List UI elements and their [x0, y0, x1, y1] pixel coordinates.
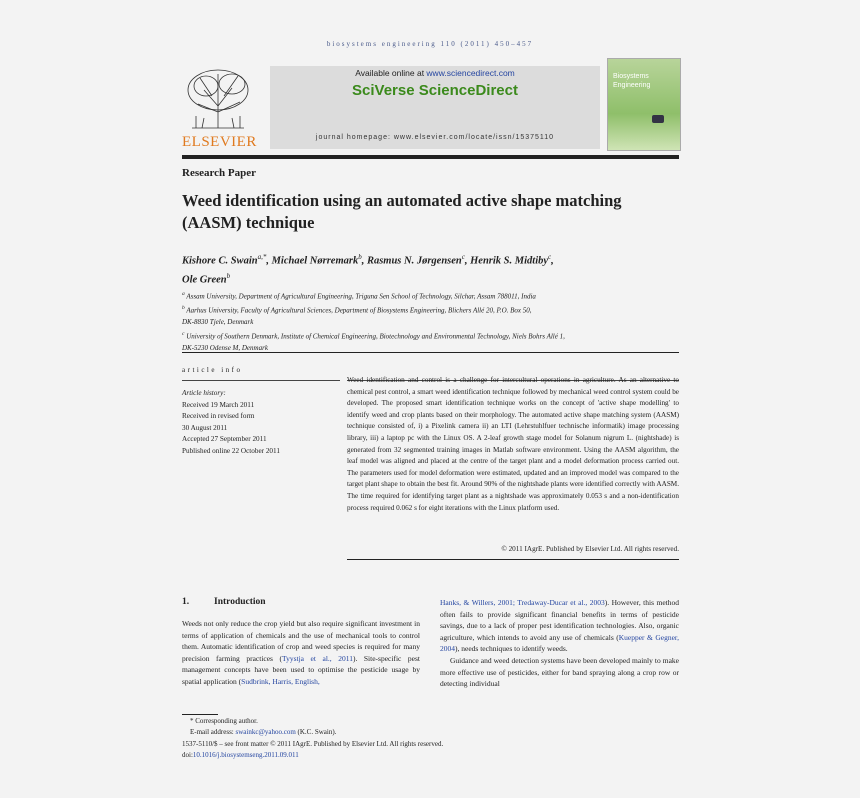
elsevier-wordmark: ELSEVIER — [182, 134, 257, 150]
history-entry: Accepted 27 September 2011 — [182, 435, 267, 444]
body-column-left — [182, 618, 420, 688]
affiliation — [182, 303, 682, 317]
affiliation-text: DK-5230 Odense M, Denmark — [182, 344, 268, 353]
citation-link[interactable]: Sudbrink, Harris, English, — [241, 676, 320, 686]
author: Michael Nørremark — [271, 255, 359, 267]
body-column-right — [440, 597, 679, 690]
affiliation — [182, 343, 682, 355]
affil-mark: a — [182, 291, 185, 297]
author: Rasmus N. Jørgensen — [366, 255, 462, 267]
sciverse-brand: SciVerse ScienceDirect — [352, 82, 518, 99]
abstract-copyright: © 2011 IAgrE. Published by Elsevier Ltd. All rights reserved. — [501, 545, 679, 553]
article-kind: Research Paper — [182, 167, 257, 179]
abstract-text: Weed identification and control is a challenge for intercultural operations in agriculture. As an alternative to chemical pest control, a smart weed identification technique followed by mechanical weed control system could be developed. The proposed smart identification technique works on the concept of 'active shape modelling' to identify weed and crop plants based on their morphology. The automated active shape matching system (AASM) technique consisted of, i) a Pixelink camera ii) an LTI (Lehrstuhlfuer technische informatik) image processing library, iii) a laptop pc with the Linux OS. A 2-leaf growth stage model for Solanum nigrum L. (nightshade) is generated from 32 segmented training images in Matlab software environment. Using the AASM algorithm, the leaf model was aligned and placed at the centre of the target plant and a model deformation process carried out. The parameters used for model deformation were estimated, updated and an improved model was compared to the target plant shape to obtain the best fit. Around 90% of the nightshade plants were identified correctly with AASM. The time required for identifying target plant as a nightshade was approximately 0.053 s and a non-identification process required 0.062 s for eight iterations with the Linux platform used. — [347, 376, 679, 512]
author-affil-mark: c — [461, 253, 465, 261]
paragraph — [182, 618, 420, 688]
affiliation-text: Assam University, Department of Agricultural Engineering, Triguna Sen School of Technology, Silchar, Assam 788011, India — [186, 292, 536, 301]
email-suffix: (K.C. Swain). — [295, 728, 337, 737]
author-affil-mark: b — [226, 271, 231, 280]
body-text: ). Site-specific pest management concepts have been used to optimise the pesticide usage by spatial application ( — [182, 653, 420, 686]
info-top-rule — [182, 352, 679, 353]
author: Ole Green — [182, 274, 227, 285]
history-label: Article history: — [182, 389, 226, 397]
available-online — [270, 68, 600, 78]
citation-link[interactable]: Hanks, & Willers, 2001; Tredaway-Ducar et al., 2003 — [440, 598, 605, 607]
available-prefix: Available online at — [355, 68, 427, 78]
body-text: ), needs techniques to identify weeds. — [455, 644, 568, 654]
history-entry: Published online 22 October 2011 — [182, 446, 280, 455]
corresponding-author-note: * Corresponding author. — [190, 717, 258, 725]
doi-prefix: doi: — [182, 751, 193, 760]
affil-mark: b — [182, 305, 185, 312]
cover-publisher-icon — [652, 115, 664, 123]
author-affil-mark: c — [548, 253, 552, 261]
affiliation — [182, 289, 682, 303]
article-history — [182, 388, 342, 458]
email-label: E-mail address: — [190, 728, 236, 737]
affiliation-text: University of Southern Denmark, Institute of Chemical Engineering, Biotechnology and Environmental Technology, Niels Bohrs Allé 1, — [186, 332, 565, 341]
section-title: Introduction — [214, 597, 266, 607]
running-head: biosystems engineering 110 (2011) 450–457 — [326, 40, 534, 48]
sciencedirect-link[interactable]: www.sciencedirect.com — [426, 68, 515, 78]
article-title: Weed identification using an automated active shape matching (AASM) technique — [182, 191, 622, 232]
author-sep: , — [464, 255, 471, 267]
affiliation-text: Aarhus University, Faculty of Agricultural Sciences, Department of Biosystems Engineering, Blichers Allé 20, P.O. Box 50, — [186, 306, 532, 315]
author-affil-mark: b — [358, 253, 362, 261]
affiliation — [182, 329, 682, 343]
citation-link[interactable]: Tyystja et al., 2011 — [282, 653, 353, 663]
author: Henrik S. Midtiby — [470, 255, 549, 267]
header-rule — [182, 155, 679, 159]
citation-link[interactable]: Kuepper & Gegner, 2004 — [440, 632, 679, 654]
email-note — [182, 727, 679, 738]
paragraph — [440, 597, 679, 655]
author: Kishore C. Swain — [182, 255, 258, 267]
body-text: ). However, this method often fails to provide significant financial benefits in terms of pesticide savings, due to a lack of proper pest identification technologies. Also, organic agriculture, which intends to avoid any use of chemicals ( — [440, 598, 679, 642]
doi-line — [182, 750, 679, 761]
affiliations — [182, 289, 682, 355]
paragraph: Guidance and weed detection systems have been developed mainly to make more effective use of pesticides, either for band spraying along a crop row or detecting individual — [440, 655, 679, 689]
history-entry: Received 19 March 2011 — [182, 400, 255, 409]
affiliation-text: DK-8830 Tjele, Denmark — [182, 318, 254, 327]
email-link[interactable]: swainkc@yahoo.com — [235, 728, 296, 737]
body-text: Weeds not only reduce the crop yield but also require significant investment in terms of application of chemicals and the use of mechanical tools to control them. Automatic identification of crop and weed species is required for many precision farming practices ( — [182, 619, 420, 663]
history-entry: 30 August 2011 — [182, 423, 228, 432]
info-rule — [182, 380, 340, 381]
history-entry: Received in revised form — [182, 412, 255, 421]
footnotes — [182, 716, 679, 762]
abstract-bottom-rule — [347, 559, 679, 560]
article-info-heading: article info — [182, 366, 243, 374]
cover-title: Biosystems Engineering — [613, 73, 651, 89]
section-number: 1. — [182, 597, 190, 607]
author-sep: , — [361, 255, 367, 267]
affil-mark: c — [182, 331, 185, 338]
journal-homepage: journal homepage: www.elsevier.com/locate/issn/15375110 — [315, 134, 555, 141]
issn-line: 1537-5110/$ – see front matter © 2011 IAgrE. Published by Elsevier Ltd. All rights reserved. — [182, 739, 444, 748]
author-sep: , — [551, 255, 554, 267]
author-list — [182, 250, 679, 287]
affiliation — [182, 317, 682, 329]
doi-link[interactable]: 10.1016/j.biosystemseng.2011.09.011 — [192, 751, 299, 760]
author-sep: , — [266, 255, 272, 267]
author-affil-mark: a,* — [257, 253, 267, 261]
footnote-rule — [182, 714, 218, 715]
